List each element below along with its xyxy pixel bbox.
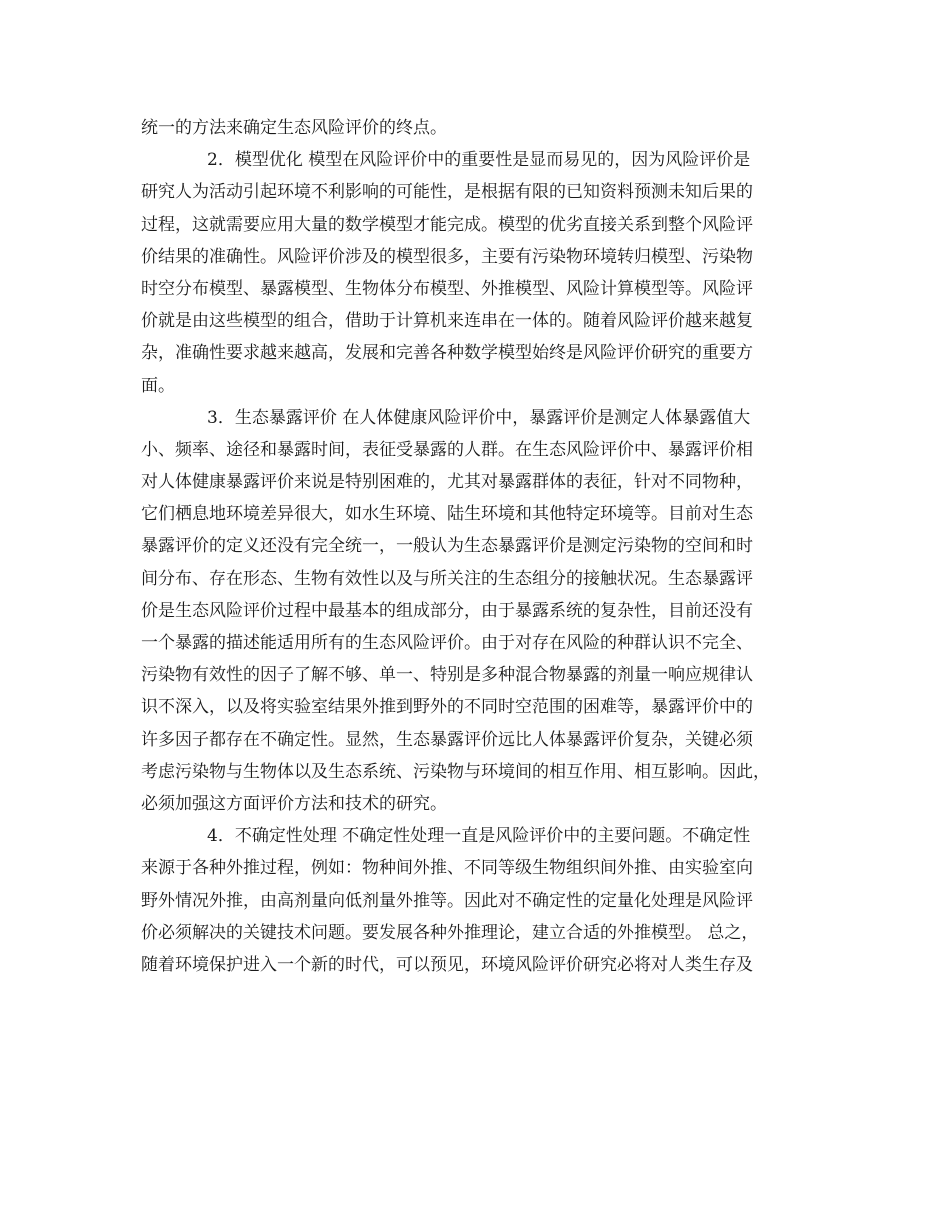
text-line: 2．模型优化 模型在风险评价中的重要性是显而易见的，因为风险评价是: [207, 150, 751, 171]
text-line: 一个暴露的描述能适用所有的生态风险评价。由于对存在风险的种群认识不完全、: [141, 633, 753, 653]
text-line: 面。: [141, 375, 175, 396]
text-line: 考虑污染物与生物体以及生态系统、污染物与环境间的相互作用、相互影响。因此，: [141, 761, 770, 782]
text-line: 杂，准确性要求越来越高，发展和完善各种数学模型始终是风险评价研究的重要方: [141, 343, 753, 364]
text-line: 价结果的准确性。风险评价涉及的模型很多，主要有污染物环境转归模型、污染物: [141, 246, 753, 267]
text-line: 价必须解决的关键技术问题。要发展各种外推理论，建立合适的外推模型。 总之，: [141, 922, 759, 943]
text-line: 研究人为活动引起环境不利影响的可能性，是根据有限的已知资料预测未知后果的: [141, 182, 753, 203]
text-line: 必须加强这方面评价方法和技术的研究。: [141, 793, 447, 814]
text-line: 许多因子都存在不确定性。显然，生态暴露评价远比人体暴露评价复杂，关键必须: [141, 729, 753, 750]
text-line: 来源于各种外推过程，例如：物种间外推、不同等级生物组织间外推、由实验室向: [141, 858, 753, 879]
text-line: 随着环境保护进入一个新的时代，可以预见，环境风险评价研究必将对人类生存及: [141, 954, 753, 975]
text-line: 对人体健康暴露评价来说是特别困难的，尤其对暴露群体的表征，针对不同物种，: [141, 472, 753, 493]
text-line: 间分布、存在形态、生物有效性以及与所关注的生态组分的接触状况。生态暴露评: [141, 568, 753, 589]
text-line: 价是生态风险评价过程中最基本的组成部分，由于暴露系统的复杂性，目前还没有: [141, 600, 753, 621]
text-line: 野外情况外推，由高剂量向低剂量外推等。因此对不确定性的定量化处理是风险评: [141, 890, 753, 911]
text-line: 4．不确定性处理 不确定性处理一直是风险评价中的主要问题。不确定性: [207, 826, 751, 847]
text-line: 识不深入，以及将实验室结果外推到野外的不同时空范围的困难等，暴露评价中的: [141, 697, 753, 718]
text-line: 过程，这就需要应用大量的数学模型才能完成。模型的优劣直接关系到整个风险评: [141, 214, 753, 235]
text-line: 统一的方法来确定生态风险评价的终点。: [141, 118, 447, 138]
text-line: 时空分布模型、暴露模型、生物体分布模型、外推模型、风险计算模型等。风险评: [141, 278, 753, 299]
text-line: 污染物有效性的因子了解不够、单一、特别是多种混合物暴露的剂量一响应规律认: [141, 665, 753, 686]
body-text: [141, 112, 821, 981]
text-line: 3．生态暴露评价 在人体健康风险评价中，暴露评价是测定人体暴露值大: [207, 407, 751, 428]
text-line: 价就是由这些模型的组合，借助于计算机来连串在一体的。随着风险评价越来越复: [141, 311, 753, 332]
text-line: 它们栖息地环境差异很大，如水生环境、陆生环境和其他特定环境等。目前对生态: [141, 504, 753, 525]
text-line: 暴露评价的定义还没有完全统一，一般认为生态暴露评价是测定污染物的空间和时: [141, 536, 753, 557]
text-line: 小、频率、途径和暴露时间，表征受暴露的人群。在生态风险评价中、暴露评价相: [141, 439, 753, 460]
